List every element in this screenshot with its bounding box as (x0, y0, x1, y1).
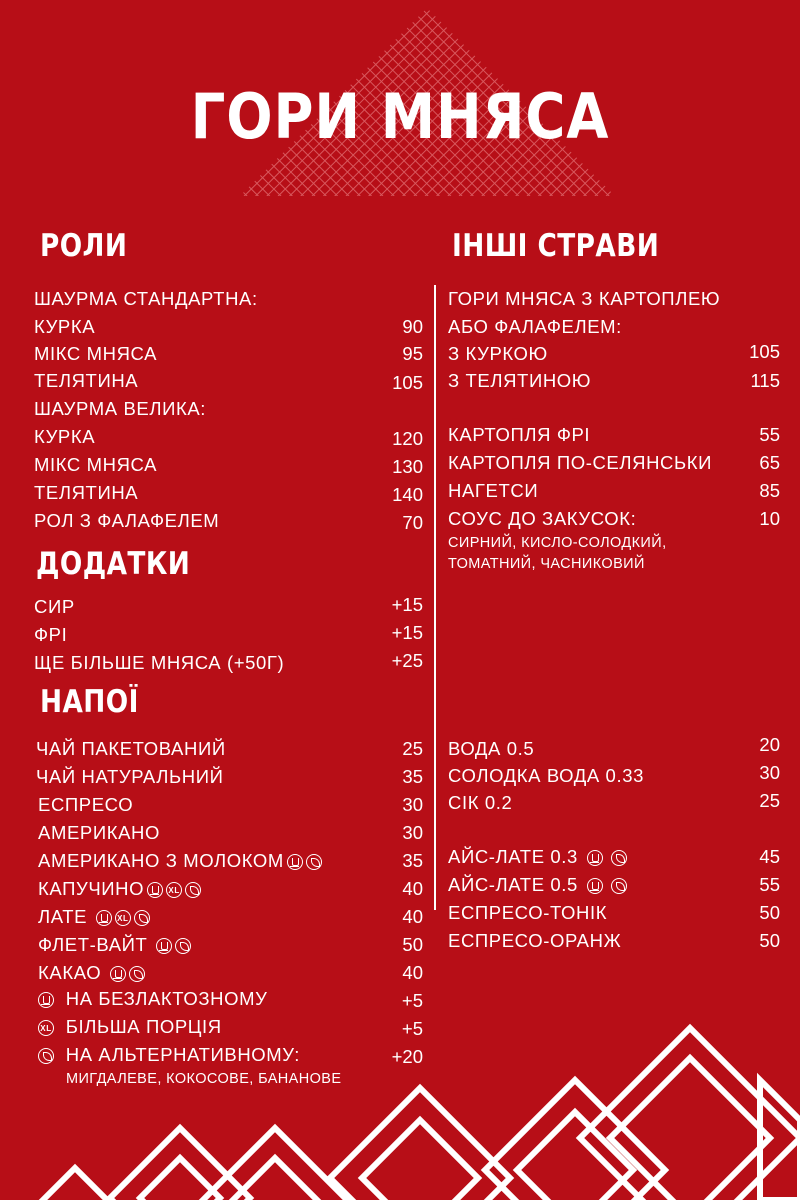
drink-name: АМЕРИКАНО (38, 822, 160, 843)
drink-name: СОЛОДКА ВОДА 0.33 (448, 765, 644, 786)
drink-name: ВОДА 0.5 (448, 738, 535, 759)
decorative-pattern-bottom (0, 1000, 800, 1200)
drink-name: АЙС-ЛАТЕ 0.5 (448, 874, 578, 895)
lactose-free-cup-icon (156, 938, 172, 954)
column-divider (434, 285, 436, 910)
dish-heading: АБО ФАЛАФЕЛЕМ: (448, 316, 622, 337)
drink-name: ЕСПРЕСО-ОРАНЖ (448, 930, 622, 951)
drink-row (38, 934, 191, 956)
menu-item-price: 105 (392, 372, 423, 393)
drink-price: 55 (759, 874, 780, 895)
sauce-note: СИРНИЙ, КИСЛО-СОЛОДКИЙ, (448, 535, 667, 551)
drink-name: КАПУЧИНО (38, 878, 145, 899)
menu-item-name: МІКС МНЯСА (34, 454, 158, 475)
sauce-note: ТОМАТНИЙ, ЧАСНИКОВИЙ (448, 556, 645, 572)
addon-price: +25 (391, 650, 423, 671)
dish-name: З КУРКОЮ (448, 343, 548, 364)
leaf-alternative-milk-icon (175, 938, 191, 954)
drink-price: 25 (402, 738, 423, 759)
page-title: ГОРИ МНЯСА (190, 80, 610, 153)
drink-name: КАКАО (38, 962, 102, 983)
drink-row (448, 846, 627, 868)
drink-price: 50 (759, 930, 780, 951)
dish-price: 85 (759, 480, 780, 501)
menu-item-name: КУРКА (34, 316, 96, 337)
xl-size-icon: XL (115, 910, 131, 926)
drink-name: ЛАТЕ (38, 906, 88, 927)
legend-note: МИГДАЛЕВЕ, КОКОСОВЕ, БАНАНОВЕ (66, 1071, 342, 1087)
dish-heading: ГОРИ МНЯСА З КАРТОПЛЕЮ (448, 288, 721, 309)
drink-price: 40 (402, 962, 423, 983)
dish-price: 55 (759, 424, 780, 445)
legend-label: НА АЛЬТЕРНАТИВНОМУ: (65, 1044, 300, 1065)
leaf-alternative-milk-icon (306, 854, 322, 870)
drink-price: 50 (759, 902, 780, 923)
lactose-free-cup-icon (587, 878, 603, 894)
drink-name: АМЕРИКАНО З МОЛОКОМ (38, 850, 284, 871)
menu-item-name: ТЕЛЯТИНА (34, 482, 139, 503)
drink-price: 20 (759, 734, 780, 755)
legend-label: БІЛЬША ПОРЦІЯ (65, 1016, 222, 1037)
menu-item-price: 120 (392, 428, 423, 449)
dish-price: 105 (749, 341, 780, 362)
dish-name: СОУС ДО ЗАКУСОК: (448, 508, 637, 529)
menu-item-name: ТЕЛЯТИНА (34, 370, 139, 391)
dish-name: КАРТОПЛЯ ПО-СЕЛЯНСЬКИ (448, 452, 713, 473)
addon-price: +15 (391, 622, 423, 643)
section-title-roli: РОЛИ (40, 228, 128, 264)
xl-size-icon: XL (166, 882, 182, 898)
lactose-free-cup-icon (96, 910, 112, 926)
drink-price: 25 (759, 790, 780, 811)
menu-item-name: МІКС МНЯСА (34, 343, 158, 364)
dish-name: КАРТОПЛЯ ФРІ (448, 424, 591, 445)
menu-item-price: 70 (402, 512, 423, 533)
drink-name: ЧАЙ ПАКЕТОВАНИЙ (36, 738, 226, 759)
menu-item-price: 90 (402, 316, 423, 337)
drink-price: 50 (402, 934, 423, 955)
drink-row (38, 878, 201, 900)
drink-row (38, 850, 322, 872)
drink-name: АЙС-ЛАТЕ 0.3 (448, 846, 578, 867)
drink-price: 30 (759, 762, 780, 783)
dish-name: З ТЕЛЯТИНОЮ (448, 370, 592, 391)
menu-item-price: 95 (402, 343, 423, 364)
dish-price: 65 (759, 452, 780, 473)
menu-item-price: 140 (392, 484, 423, 505)
drink-name: СІК 0.2 (448, 792, 513, 813)
legend-price: +20 (391, 1046, 423, 1067)
menu-item-name: ШАУРМА ВЕЛИКА: (34, 398, 207, 419)
section-title-napoi: НАПОЇ (40, 684, 139, 720)
drink-price: 35 (402, 766, 423, 787)
drink-price: 45 (759, 846, 780, 867)
lactose-free-cup-icon (147, 882, 163, 898)
dish-price: 10 (759, 508, 780, 529)
drink-price: 30 (402, 822, 423, 843)
legend-label: НА БЕЗЛАКТОЗНОМУ (65, 988, 268, 1009)
drink-name: ЧАЙ НАТУРАЛЬНИЙ (36, 766, 224, 787)
lactose-free-cup-icon (110, 966, 126, 982)
leaf-alternative-milk-icon (185, 882, 201, 898)
addon-name: ФРІ (34, 624, 68, 645)
xl-size-icon: XL (38, 1020, 54, 1036)
leaf-alternative-milk-icon (611, 878, 627, 894)
drink-name: ФЛЕТ-ВАЙТ (38, 934, 148, 955)
drink-price: 35 (402, 850, 423, 871)
lactose-free-cup-icon (287, 854, 303, 870)
section-title-dodatky: ДОДАТКИ (36, 546, 191, 582)
dish-name: НАГЕТСИ (448, 480, 539, 501)
drink-price: 40 (402, 906, 423, 927)
menu-item-name: ШАУРМА СТАНДАРТНА: (34, 288, 258, 309)
legend-price: +5 (401, 1018, 423, 1039)
addon-name: ЩЕ БІЛЬШЕ МНЯСА (+50Г) (34, 652, 285, 673)
section-title-inshi: ІНШІ СТРАВИ (452, 228, 660, 264)
addon-price: +15 (391, 594, 423, 615)
addon-name: СИР (34, 596, 75, 617)
drink-name: ЕСПРЕСО (38, 794, 134, 815)
drink-name: ЕСПРЕСО-ТОНІК (448, 902, 608, 923)
drink-price: 40 (402, 878, 423, 899)
lactose-free-cup-icon (587, 850, 603, 866)
drink-price: 30 (402, 794, 423, 815)
leaf-alternative-milk-icon (129, 966, 145, 982)
menu-item-name: КУРКА (34, 426, 96, 447)
drink-row (38, 906, 150, 928)
menu-item-price: 130 (392, 456, 423, 477)
leaf-alternative-milk-icon (611, 850, 627, 866)
drink-row (38, 962, 145, 984)
dish-price: 115 (750, 370, 780, 391)
leaf-alternative-milk-icon (134, 910, 150, 926)
menu-item-name: РОЛ З ФАЛАФЕЛЕМ (34, 510, 220, 531)
drink-row (448, 874, 627, 896)
legend-price: +5 (401, 990, 423, 1011)
